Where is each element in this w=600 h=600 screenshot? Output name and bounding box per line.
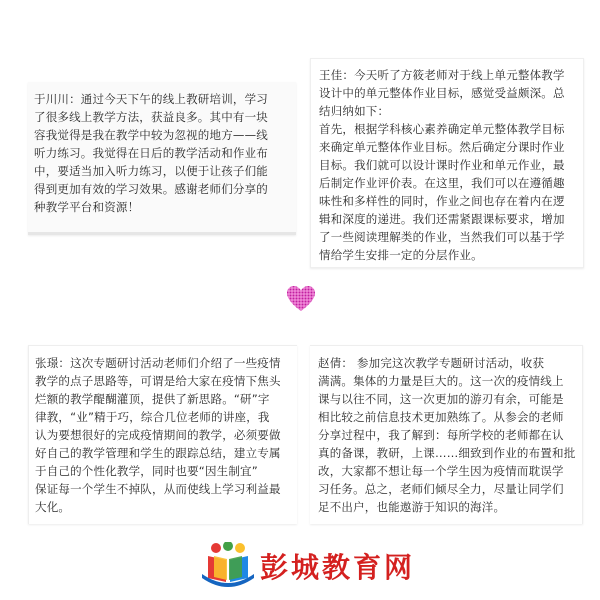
text-line: 容我觉得是我在教学中较为忽视的地方——线 <box>34 128 268 142</box>
text-line: 改，大家都不想让每一个学生因为疫情而耽误学 <box>318 464 564 478</box>
logo-text: 彭城教育网 <box>260 551 416 584</box>
comment-card-yu <box>28 82 296 235</box>
text-line: 辑和深度的递进。我们还需紧跟课标要求，增加 <box>319 212 565 226</box>
comment-text <box>28 82 296 216</box>
text-line: 味性和多样性的同时，作业之间也存在着内在逻 <box>319 194 565 208</box>
text-line: 分享过程中，我了解到：每所学校的老师都在认 <box>318 428 564 442</box>
site-logo[interactable] <box>200 540 420 590</box>
text-line: 后制定作业评价表。在这里，我们可以在遵循趣 <box>319 176 565 190</box>
text-line: 于自己的个性化教学，同时也要“因生制宜” <box>35 464 258 478</box>
comment-text <box>29 346 297 516</box>
text-line: 情给学生安排一定的分层作业。 <box>319 248 483 262</box>
text-line: 保证每一个学生不掉队，从而使线上学习利益最 <box>35 482 281 496</box>
text-line: 张璟：这次专题研讨活动老师们介绍了一些疫情 <box>35 356 281 370</box>
text-line: 得到更加有效的学习效果。感谢老师们分享的 <box>34 182 268 196</box>
heart-icon <box>286 285 316 313</box>
text-line: 了很多线上教学方法，获益良多。其中有一块 <box>34 110 268 124</box>
comment-card-wang <box>310 58 584 268</box>
text-line: 相比较之前信息技术更加熟练了。从参会的老师 <box>318 410 564 424</box>
book-people-icon <box>200 542 256 588</box>
text-line: 设计中的单元整体作业目标，感觉受益颇深。总 <box>319 86 565 100</box>
text-line: 教学的点子思路等，可谓是给大家在疫情下焦头 <box>35 374 281 388</box>
text-line: 于川川：通过今天下午的线上教研培训，学习 <box>34 92 268 106</box>
text-line: 种教学平台和资源！ <box>34 200 140 214</box>
text-line: 习任务。总之，老师们倾尽全力，尽量让同学们 <box>318 482 564 496</box>
text-line: 首先，根据学科核心素养确定单元整体教学目标 <box>319 122 565 136</box>
text-line: 目标。我们就可以设计课时作业和单元作业，最 <box>319 158 565 172</box>
text-line: 烂额的教学醍醐灌顶，提供了新思路。“研”字 <box>35 392 270 406</box>
text-line: 来确定单元整体作业目标。然后确定分课时作业 <box>319 140 565 154</box>
text-line: 赵倩： 参加完这次教学专题研讨活动，收获 <box>318 356 545 370</box>
text-line: 结归纳如下： <box>319 104 390 118</box>
text-line: 王佳：今天听了方筱老师对于线上单元整体教学 <box>319 68 565 82</box>
text-line: 认为要想很好的完成疫情期间的教学，必须要做 <box>35 428 281 442</box>
text-line: 好自己的教学管理和学生的跟踪总结，建立专属 <box>35 446 281 460</box>
text-line: 足不出户，也能遨游于知识的海洋。 <box>318 500 506 514</box>
comment-text <box>311 59 583 264</box>
text-line: 律教，“业”精于巧，综合几位老师的讲座，我 <box>35 410 270 424</box>
text-line: 了一些阅读理解类的作业，当然我们可以基于学 <box>319 230 565 244</box>
text-line: 听力练习。我觉得在日后的教学活动和作业布 <box>34 146 268 160</box>
text-line: 满满。集体的力量是巨大的。这一次的疫情线上 <box>318 374 564 388</box>
comment-text <box>310 346 582 516</box>
comment-card-zhang <box>28 345 297 524</box>
text-line: 课与以往不同，这一次更加的游刃有余，可能是 <box>318 392 564 406</box>
text-line: 真的备课，教研，上课……细致到作业的布置和批 <box>318 446 576 460</box>
comment-card-zhao <box>310 345 583 524</box>
text-line: 中，要适当加入听力练习，以便于让孩子们能 <box>34 164 268 178</box>
text-line: 大化。 <box>35 500 71 514</box>
